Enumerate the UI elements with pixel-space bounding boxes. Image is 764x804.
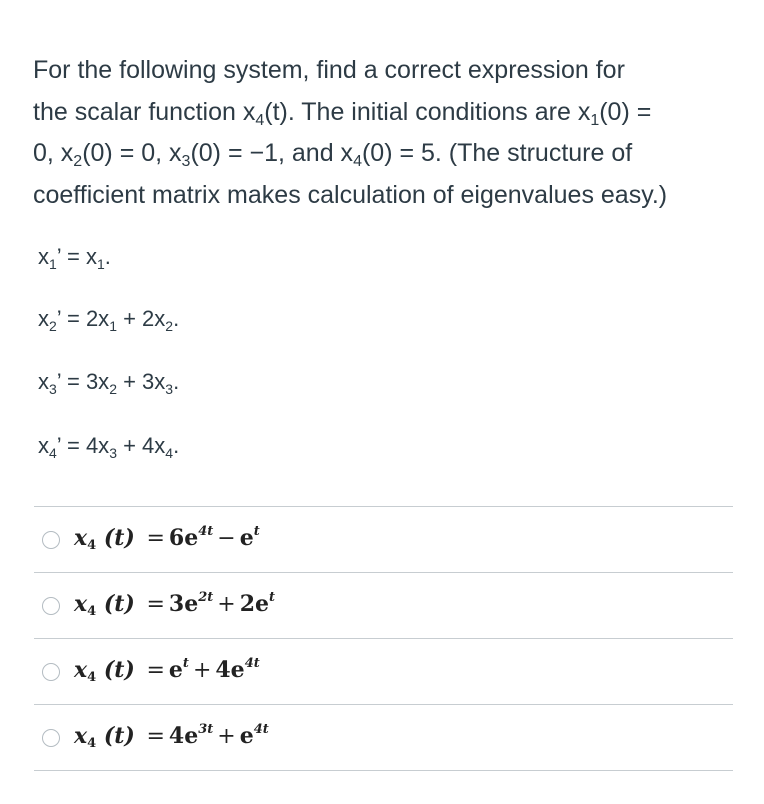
question-line-2: the scalar function $x_4(t)$. The initial conditions are $x_1(0)$ = <box>33 97 652 129</box>
answer-list <box>34 506 733 771</box>
radio-button[interactable] <box>42 597 60 615</box>
answer-expression: $x_4$ $(t) = 4e^{3t} + e^{4t}$ <box>74 722 269 751</box>
system-equation-2: $x_2$’ = $2x_1 + 2x_2$. <box>38 306 180 334</box>
radio-button[interactable] <box>42 531 60 549</box>
answer-option-1[interactable] <box>34 507 733 573</box>
system-equation-3: $x_3$’ = $3x_2 + 3x_3$. <box>38 369 180 397</box>
question-line-1: For the following system, find a correct expression for <box>33 56 625 84</box>
answer-option-4[interactable] <box>34 705 733 771</box>
answer-option-2[interactable] <box>34 573 733 639</box>
answer-expression: $x_4$ $(t) = 6e^{4t} - e^t$ <box>74 524 260 553</box>
question-line-3: 0, $x_2(0) = 0$, $x_3(0) = -1$, and $x_4(0) = 5$. (The structure of <box>33 139 633 170</box>
radio-button[interactable] <box>42 729 60 747</box>
question-line-4: coefficient matrix makes calculation of eigenvalues easy.) <box>33 180 668 209</box>
radio-button[interactable] <box>42 663 60 681</box>
answer-expression: $x_4$ $(t) = 3e^{2t} + 2e^t$ <box>74 590 276 619</box>
system-equation-1: $x_1$’ = $x_1$. <box>38 244 111 272</box>
answer-expression: $x_4$ $(t) = e^t + 4e^{4t}$ <box>74 656 260 685</box>
answer-option-3[interactable] <box>34 639 733 705</box>
question-text <box>33 50 733 216</box>
system-equation-4: $x_4$’ = $4x_3 + 4x_4$. <box>38 433 180 461</box>
